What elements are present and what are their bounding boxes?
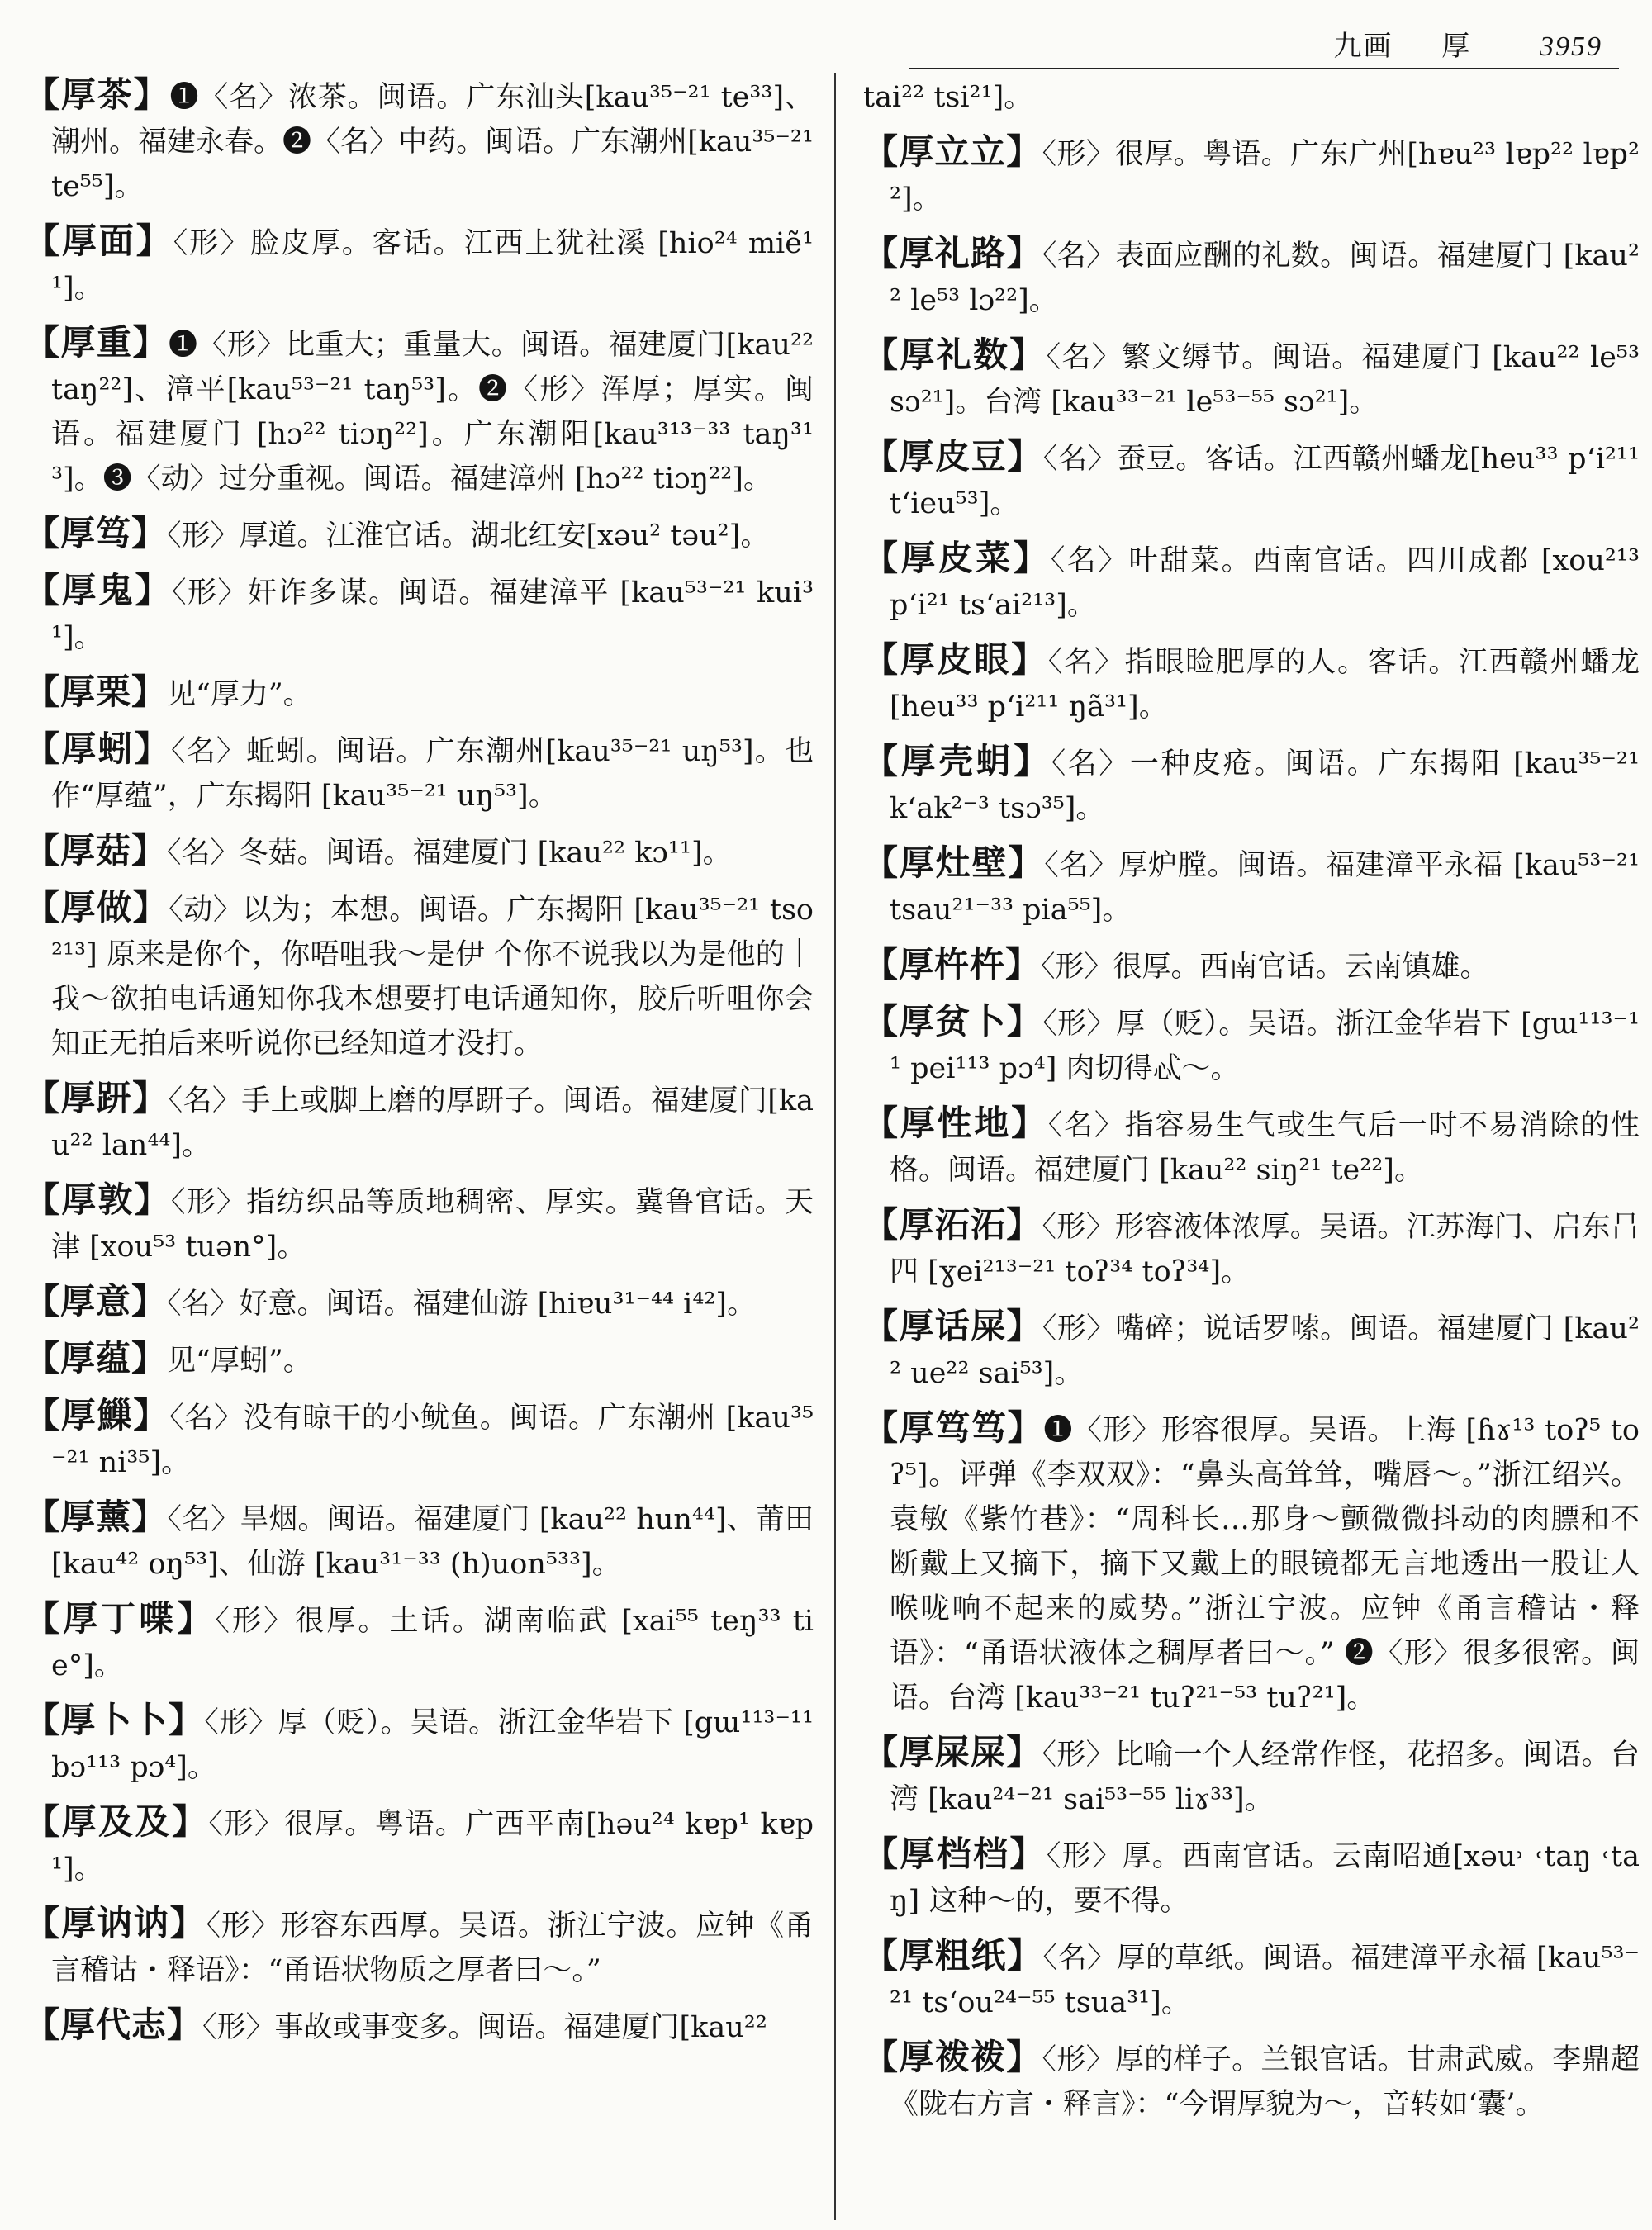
dictionary-entry [25, 670, 814, 717]
dictionary-entry [863, 739, 1640, 831]
entry-definition: 〈形〉厚。西南官话。云南昭通[xəu˒ ˓taŋ ˓taŋ] 这种～的，要不得。 [890, 1840, 1640, 1918]
entry-definition: 〈形〉比喻一个人经常作怪，花招多。闽语。台湾 [kau²⁴⁻²¹ sai⁵³⁻⁵⁵ liɤ³³]。 [890, 1739, 1640, 1816]
entry-definition: 〈名〉好意。闽语。福建仙游 [hiɐu³¹⁻⁴⁴ i⁴²]。 [167, 1288, 757, 1321]
entry-headword: 【厚性地】 [863, 1103, 1048, 1143]
dictionary-entry [25, 1495, 814, 1587]
dictionary-entry [25, 727, 814, 818]
entry-definition: 〈形〉厚的样子。兰银官话。甘肃武威。李鼎超《陇右方言・释言》：“今谓厚貌为～，音转如‘囊’。 [890, 2043, 1640, 2121]
entry-definition: tai²² tsi²¹]。 [863, 81, 1033, 114]
dictionary-entry [863, 434, 1640, 526]
entry-definition: 〈形〉奸诈多谋。闽语。福建漳平 [kau⁵³⁻²¹ kui³¹]。 [51, 576, 814, 654]
entry-headword: 【厚皮豆】 [863, 436, 1043, 477]
dictionary-entry [25, 1178, 814, 1269]
entry-headword: 【厚重】 [25, 322, 169, 363]
entry-definition: 〈形〉形容液体浓厚。吴语。江苏海门、启东吕四 [ɣei²¹³⁻²¹ toʔ³⁴ toʔ³⁴]。 [890, 1211, 1640, 1288]
dictionary-entry [25, 1393, 814, 1485]
entry-definition: 〈动〉以为；本想。闽语。广东揭阳 [kau³⁵⁻²¹ tso²¹³] 原来是你个，你唔咀我～是伊 个你不说我以为是他的｜我～欲拍电话通知你我本想要打电话通知你，胶后听咀你会知正无拍后来听说你已经知道才没打。 [51, 894, 814, 1060]
dictionary-entry [863, 1406, 1640, 1720]
entry-definition: 〈名〉指眼睑肥厚的人。客话。江西赣州蟠龙 [heu³³ p‘i²¹¹ ŋã³¹]。 [890, 646, 1640, 724]
entry-definition: 〈名〉冬菇。闽语。福建厦门 [kau²² kɔ¹¹]。 [167, 837, 732, 870]
dictionary-entry [863, 638, 1640, 729]
entry-definition: 〈形〉脸皮厚。客话。江西上犹社溪 [hio²⁴ miẽ¹¹]。 [51, 227, 814, 305]
entry-headword: 【厚档档】 [863, 1834, 1047, 1874]
entry-headword: 【厚敦】 [25, 1179, 171, 1220]
entry-definition: 见“厚力”。 [167, 678, 312, 711]
dictionary-entry [25, 219, 814, 311]
entry-definition: 〈形〉厚（贬）。吴语。浙江金华岩下 [gɯ¹¹³⁻¹¹ bɔ¹¹³ pɔ⁴]。 [51, 1706, 814, 1784]
entry-headword: 【厚灶壁】 [863, 842, 1045, 883]
entry-headword: 【厚壳蚏】 [863, 741, 1051, 781]
entry-headword: 【厚面】 [25, 221, 173, 261]
entry-definition: 〈名〉蚕豆。客话。江西赣州蟠龙[heu³³ p‘i²¹¹ t‘ieu⁵³]。 [890, 443, 1640, 520]
entry-headword: 【厚杵杵】 [863, 944, 1042, 985]
dictionary-entry [863, 536, 1640, 628]
dictionary-entry [25, 828, 814, 875]
dictionary-entry [25, 73, 814, 209]
right-column [863, 73, 1640, 2137]
entry-headword: 【厚蕴】 [25, 1338, 168, 1378]
entry-headword: 【厚菇】 [25, 830, 168, 871]
entry-headword: 【厚沰沰】 [863, 1204, 1042, 1245]
dictionary-entry [863, 2035, 1640, 2127]
dictionary-entry [25, 1279, 814, 1326]
entry-headword: 【厚礼路】 [863, 233, 1042, 273]
entry-headword: 【厚皮菜】 [863, 538, 1051, 578]
dictionary-entry [25, 2003, 814, 2050]
entry-headword: 【厚做】 [25, 887, 169, 928]
entry-definition: 〈形〉很厚。西南官话。云南镇雄。 [1041, 951, 1489, 984]
entry-definition: 〈形〉很厚。土话。湖南临武 [xai⁵⁵ teŋ³³ tie°]。 [51, 1605, 814, 1682]
entry-headword: 【厚茶】 [25, 74, 170, 115]
dictionary-entry [863, 1101, 1640, 1193]
dictionary-entry [863, 1304, 1640, 1396]
entry-headword: 【厚趼】 [25, 1078, 169, 1118]
dictionary-entry [863, 130, 1640, 221]
entry-definition: 〈形〉形容东西厚。吴语。浙江宁波。应钟《甬言稽诂・释语》：“甬语状物质之厚者曰～。” [51, 1910, 814, 1987]
entry-headword: 【厚意】 [25, 1281, 168, 1321]
entry-headword: 【厚粗纸】 [863, 1935, 1043, 1976]
entry-headword: 【厚贫卜】 [863, 1001, 1043, 1041]
entry-headword: 【厚薰】 [25, 1497, 168, 1537]
entry-definition: 〈名〉繁文缛节。闽语。福建厦门 [kau²² le⁵³ sɔ²¹]。台湾 [kau³³⁻²¹ le⁵³⁻⁵⁵ sɔ²¹]。 [890, 341, 1640, 419]
dictionary-entry [25, 885, 814, 1066]
entry-definition: ❶〈名〉浓茶。闽语。广东汕头[kau³⁵⁻²¹ te³³]、潮州。福建永春。❷〈名〉中药。闽语。广东潮州[kau³⁵⁻²¹ te⁵⁵]。 [51, 81, 814, 203]
column-divider [834, 73, 836, 2220]
dictionary-entry [25, 568, 814, 660]
entry-headword: 【厚笃】 [25, 513, 168, 553]
entry-headword: 【厚讷讷】 [25, 1903, 206, 1943]
entry-definition: ❶〈形〉形容很厚。吴语。上海 [ɦɤ¹³ toʔ⁵ toʔ⁵]。评弹《李双双》：“鼻头高耸耸，嘴唇～。”浙江绍兴。袁敏《紫竹巷》：“周科长…那身～颤微微抖动的肉膘和不断戴上又摘下，摘下又戴上的眼镜都无言地透出一股让人喉咙响不起来的威势。”浙江宁波。应钟《甬言稽诂・释语》：“甬语状液体之稠厚者曰～。” ❷〈形〉很多很密。闽语。台湾 [kau³³⁻²¹ tuʔ²¹⁻⁵³ tuʔ²¹]。 [890, 1414, 1640, 1715]
entry-definition: 〈名〉一种皮疮。闽语。广东揭阳 [kau³⁵⁻²¹ k‘ak²⁻³ tsɔ³⁵]。 [890, 747, 1640, 825]
entry-headword: 【厚礼数】 [863, 334, 1047, 375]
entry-definition: 〈形〉指纺织品等质地稠密、厚实。冀鲁官话。天津 [xou⁵³ tuən°]。 [51, 1186, 814, 1264]
entry-definition: 〈形〉厚道。江淮官话。湖北红安[xəu² təu²]。 [167, 520, 770, 553]
entry-definition: 〈形〉厚（贬）。吴语。浙江金华岩下 [gɯ¹¹³⁻¹¹ pei¹¹³ pɔ⁴] 肉切得忒～。 [890, 1008, 1640, 1085]
entry-definition: 〈名〉厚的草纸。闽语。福建漳平永福 [kau⁵³⁻²¹ ts‘ou²⁴⁻⁵⁵ tsua³¹]。 [890, 1942, 1640, 2019]
entry-definition: 〈形〉很厚。粤语。广西平南[həu²⁴ kɐp¹ kɐp¹]。 [51, 1808, 814, 1886]
dictionary-entry [863, 1933, 1640, 2025]
entry-definition: 〈名〉叶甜菜。西南官话。四川成都 [xou²¹³ p‘i²¹ ts‘ai²¹³]。 [890, 544, 1640, 622]
header-rule [909, 68, 1619, 69]
entry-headword: 【厚皮眼】 [863, 639, 1048, 680]
left-column [25, 73, 814, 2060]
entry-definition: 〈名〉旱烟。闽语。福建厦门 [kau²² hun⁴⁴]、莆田 [kau⁴² oŋ⁵³]、仙游 [kau³¹⁻³³ (h)uon⁵³³]。 [51, 1503, 814, 1581]
dictionary-entry [25, 1901, 814, 1993]
dictionary-entry [863, 841, 1640, 932]
entry-definition: 〈名〉表面应酬的礼数。闽语。福建厦门 [kau²² le⁵³ lɔ²²]。 [890, 240, 1640, 317]
entry-headword: 【厚及及】 [25, 1801, 209, 1842]
dictionary-entry [863, 1203, 1640, 1294]
dictionary-entry [25, 511, 814, 558]
entry-headword: 【厚屎屎】 [863, 1732, 1042, 1772]
entry-definition: 〈名〉厚炉膛。闽语。福建漳平永福 [kau⁵³⁻²¹ tsau²¹⁻³³ pia⁵⁵]。 [890, 849, 1640, 927]
entry-headword: 【厚蚓】 [25, 728, 171, 769]
entry-definition: 〈名〉蚯蚓。闽语。广东潮州[kau³⁵⁻²¹ uŋ⁵³]。也作“厚蕴”，广东揭阳 [kau³⁵⁻²¹ uŋ⁵³]。 [51, 735, 814, 813]
dictionary-entry [863, 333, 1640, 425]
entry-definition: 〈形〉嘴碎；说话罗嗦。闽语。福建厦门 [kau²² ue²² sai⁵³]。 [890, 1312, 1640, 1390]
entry-headword: 【厚䲃】 [25, 1395, 170, 1435]
entry-definition: 见“厚蚓”。 [167, 1345, 312, 1378]
dictionary-entry [25, 1698, 814, 1790]
page-number: 3959 [1540, 31, 1602, 62]
entry-headword: 【厚丁喋】 [25, 1598, 216, 1639]
entry-definition: 〈形〉事故或事变多。闽语。福建厦门[kau²² [202, 2011, 767, 2044]
entry-definition: 〈名〉没有晾干的小鱿鱼。闽语。广东潮州 [kau³⁵⁻²¹ ni³⁵]。 [51, 1402, 814, 1479]
page-header [1333, 23, 1602, 64]
entry-definition: 〈名〉手上或脚上磨的厚趼子。闽语。福建厦门[kau²² lan⁴⁴]。 [51, 1084, 814, 1162]
dictionary-entry [863, 73, 1640, 120]
header-character: 厚 [1441, 30, 1472, 63]
dictionary-entry [25, 320, 814, 501]
dictionary-entry [25, 1076, 814, 1168]
dictionary-entry [863, 1730, 1640, 1822]
entry-headword: 【厚立立】 [863, 131, 1042, 172]
dictionary-entry [25, 1800, 814, 1891]
entry-headword: 【厚栗】 [25, 671, 168, 712]
dictionary-entry [863, 1832, 1640, 1924]
dictionary-entry [25, 1336, 814, 1383]
dictionary-entry [863, 999, 1640, 1091]
entry-headword: 【厚袯袯】 [863, 2037, 1042, 2077]
dictionary-entry [25, 1597, 814, 1688]
entry-definition: ❶〈形〉比重大；重量大。闽语。福建厦门[kau²² taŋ²²]、漳平[kau⁵³⁻²¹ taŋ⁵³]。❷〈形〉浑厚；厚实。闽语。福建厦门 [hɔ²² tiɔŋ²²]。广东潮阳[kau³¹³⁻³³ taŋ³¹³]。❸〈动〉过分重视。闽语。福建漳州 [hɔ²² tiɔŋ²²]。 [51, 329, 814, 496]
dictionary-entry [863, 231, 1640, 323]
entry-definition: 〈形〉很厚。粤语。广东广州[hɐu²³ lɐp²² lɐp²²]。 [890, 138, 1640, 216]
entry-headword: 【厚卜卜】 [25, 1700, 205, 1740]
entry-headword: 【厚话屎】 [863, 1306, 1042, 1346]
dictionary-entry [863, 942, 1640, 989]
entry-headword: 【厚鬼】 [25, 570, 172, 610]
entry-headword: 【厚笃笃】 [863, 1407, 1044, 1448]
entry-definition: 〈名〉指容易生气或生气后一时不易消除的性格。闽语。福建厦门 [kau²² siŋ²¹ te²²]。 [890, 1109, 1640, 1187]
header-section: 九画 [1333, 30, 1393, 63]
entry-headword: 【厚代志】 [25, 2005, 203, 2045]
